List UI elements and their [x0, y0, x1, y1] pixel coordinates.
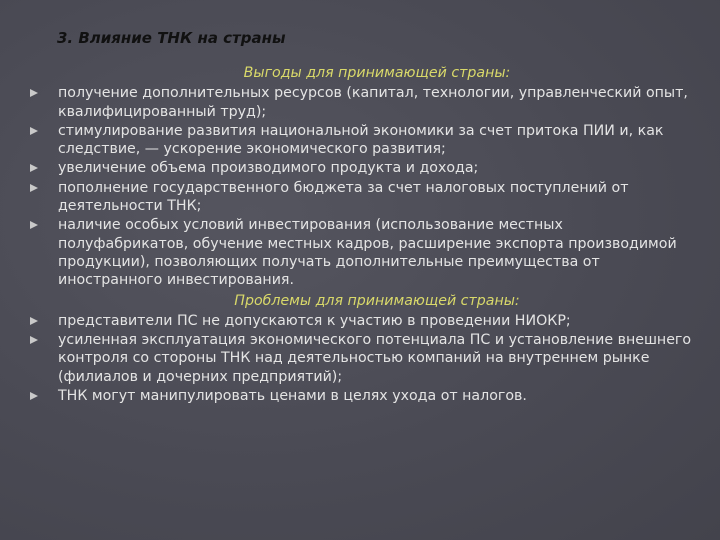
problems-heading: Проблемы для принимающей страны:	[234, 292, 520, 309]
problem-item	[30, 331, 694, 386]
bullet-arrow-icon	[30, 317, 38, 325]
benefit-item	[30, 159, 694, 177]
benefit-item-text: стимулирование развития национальной экономики за счет притока ПИИ и, как следствие, — ускорение экономического развития;	[58, 122, 664, 158]
benefit-item-text: увеличение объема производимого продукта и дохода;	[58, 160, 479, 177]
benefits-heading: Выгоды для принимающей страны:	[243, 65, 511, 81]
benefit-item	[30, 179, 694, 216]
problem-item-text: усиленная эксплуатация экономического потенциала ПС и установление внешнего контроля со стороны ТНК над деятельностью компаний на внутреннем рынке (филиалов и дочерних предприятий);	[58, 332, 692, 385]
benefits-list	[30, 84, 694, 289]
benefit-item	[30, 84, 694, 121]
slide-content	[30, 64, 694, 406]
bullet-arrow-icon	[30, 336, 38, 344]
benefit-item-text: пополнение государственного бюджета за счет налоговых поступлений от деятельности ТНК;	[58, 179, 629, 215]
bullet-arrow-icon	[30, 184, 38, 192]
benefit-item	[30, 122, 694, 159]
bullet-arrow-icon	[30, 392, 38, 400]
problem-item	[30, 312, 694, 330]
benefit-item-text: наличие особых условий инвестирования (использование местных полуфабрикатов, обучение местных кадров, расширение экспорта производимой продукции), позволяющих получать дополнительные преимущества от иностранного инвестирования.	[58, 217, 677, 289]
problems-list	[30, 312, 694, 405]
bullet-arrow-icon	[30, 221, 38, 229]
bullet-arrow-icon	[30, 127, 38, 135]
slide-title: 3. Влияние ТНК на страны	[57, 29, 286, 47]
benefit-item-text: получение дополнительных ресурсов (капитал, технологии, управленческий опыт, квалифицированный труд);	[58, 85, 688, 120]
problem-item	[30, 387, 694, 405]
problem-item-text: ТНК могут манипулировать ценами в целях ухода от налогов.	[58, 388, 527, 405]
bullet-arrow-icon	[30, 164, 38, 172]
benefit-item	[30, 216, 694, 289]
problem-item-text: представители ПС не допускаются к участию в проведении НИОКР;	[58, 312, 571, 329]
bullet-arrow-icon	[30, 89, 38, 97]
